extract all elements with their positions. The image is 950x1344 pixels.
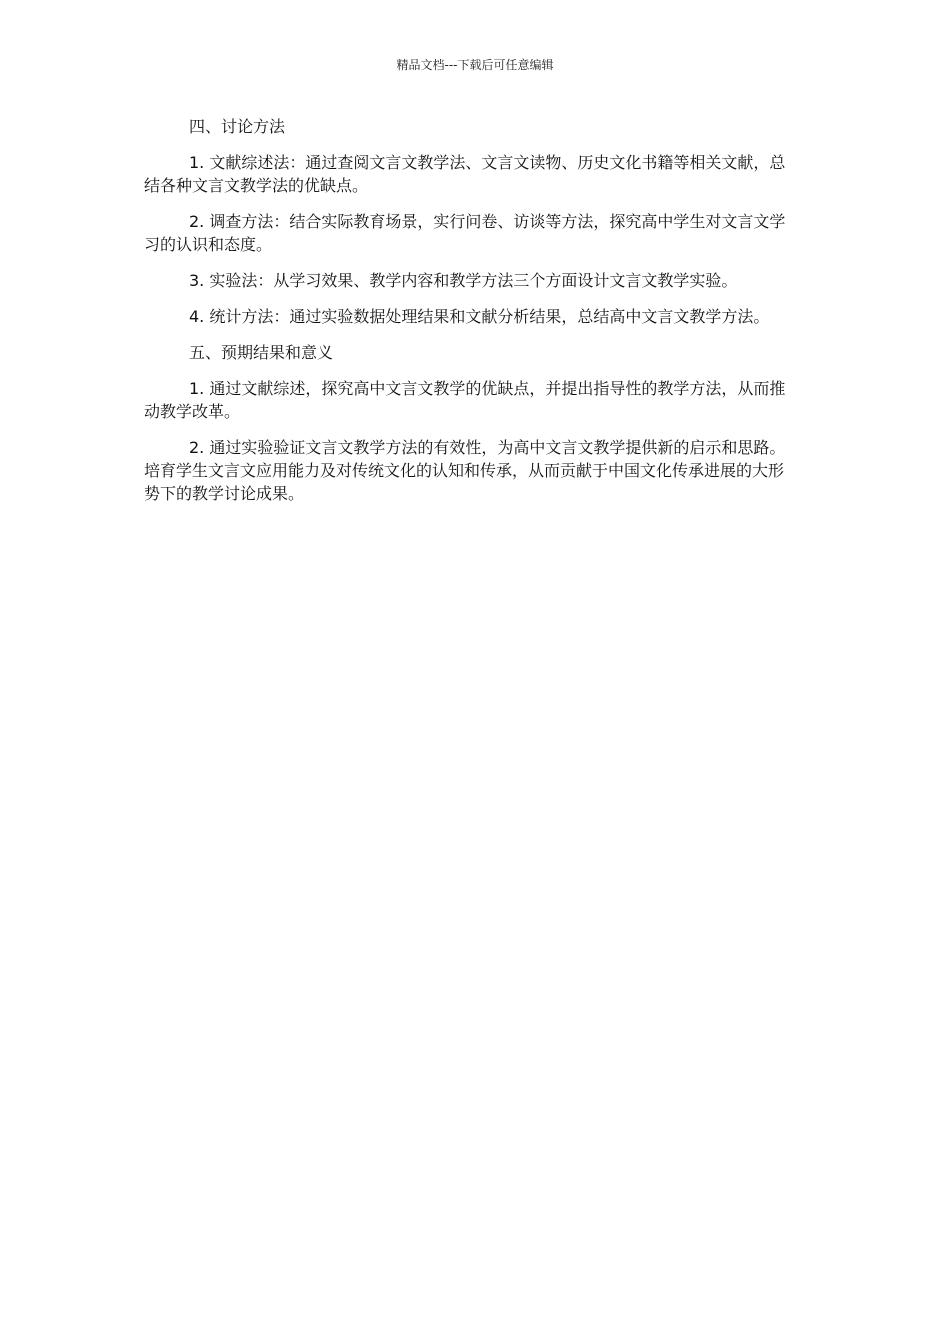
document-body bbox=[144, 115, 794, 518]
method-survey: 2. 调查方法：结合实际教育场景，实行问卷、访谈等方法，探究高中学生对文言文学习的认识和态度。 bbox=[144, 212, 786, 254]
expected-result-1: 1. 通过文献综述，探究高中文言文教学的优缺点，并提出指导性的教学方法，从而推动教学改革。 bbox=[144, 379, 786, 421]
method-literature-review: 1. 文献综述法：通过查阅文言文教学法、文言文读物、历史文化书籍等相关文献，总结各种文言文教学法的优缺点。 bbox=[144, 153, 786, 195]
expected-result-2: 2. 通过实验验证文言文教学方法的有效性，为高中文言文教学提供新的启示和思路。培育学生文言文应用能力及对传统文化的认知和传承，从而贡献于中国文化传承进展的大形势下的教学讨论成果。 bbox=[144, 438, 786, 503]
page-header: 精品文档---下载后可任意编辑 bbox=[396, 58, 554, 72]
section-heading-expected-results: 五、预期结果和意义 bbox=[189, 343, 334, 362]
section-heading-methods: 四、讨论方法 bbox=[189, 117, 286, 136]
method-experiment: 3. 实验法：从学习效果、教学内容和教学方法三个方面设计文言文教学实验。 bbox=[189, 271, 738, 290]
method-statistics: 4. 统计方法：通过实验数据处理结果和文献分析结果，总结高中文言文教学方法。 bbox=[189, 307, 770, 326]
